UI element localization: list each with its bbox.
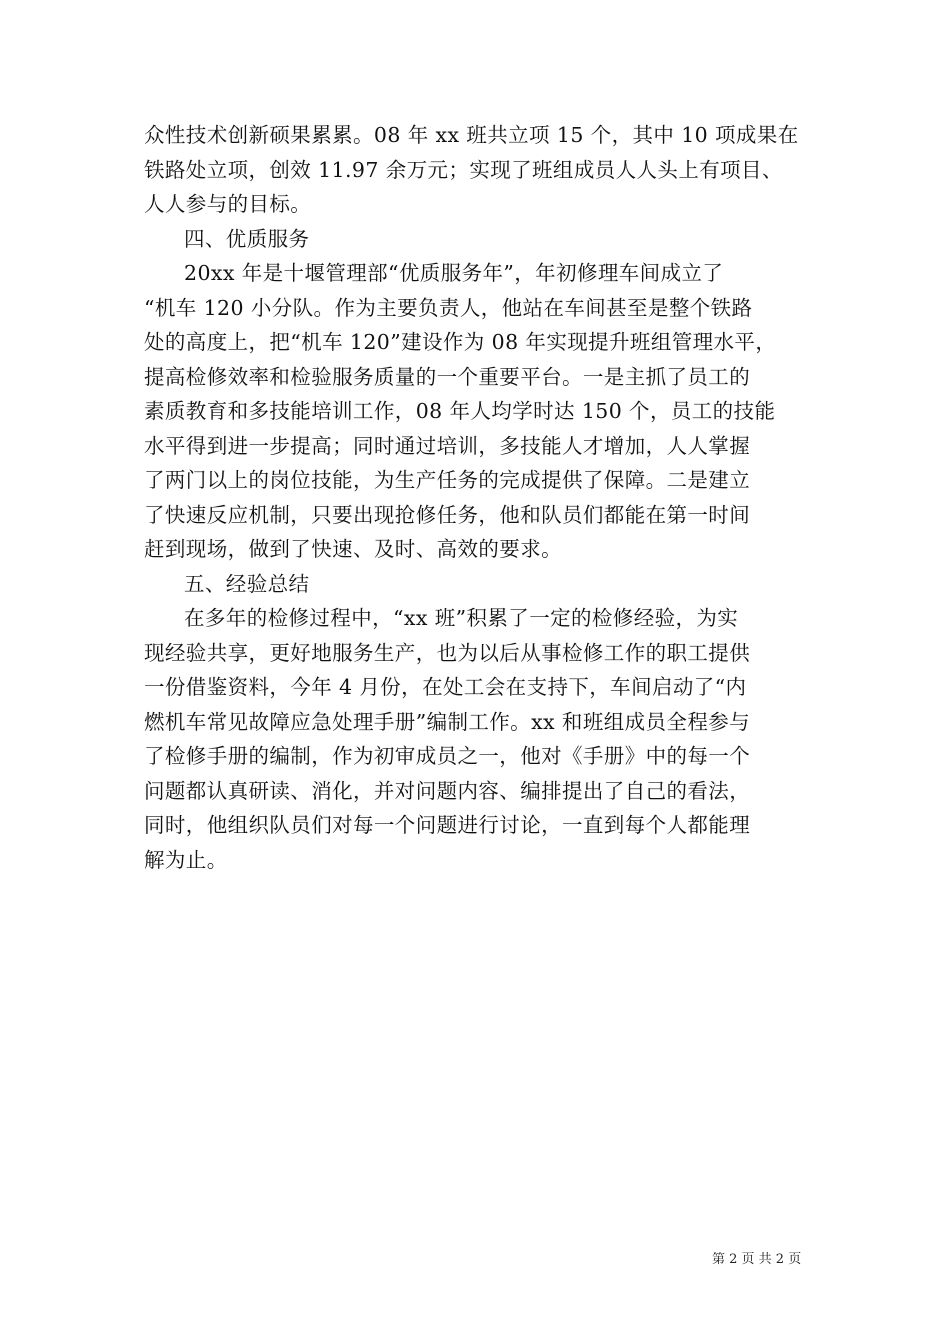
paragraph-line: 了快速反应机制，只要出现抢修任务，他和队员们都能在第一时间 [144, 502, 751, 527]
paragraph-line-indented: 20xx 年是十堰管理部“优质服务年”，年初修理车间成立了 [184, 261, 724, 285]
paragraph-line-indented: 四、优质服务 [184, 226, 310, 251]
paragraph-line: 了两门以上的岗位技能，为生产任务的完成提供了保障。二是建立 [144, 468, 751, 492]
page-number-footer: 第 2 页 共 2 页 [712, 1252, 802, 1267]
paragraph-line: 问题都认真研读、消化，并对问题内容、编排提出了自己的看法， [144, 778, 751, 803]
paragraph-line: 同时，他组织队员们对每一个问题进行讨论，一直到每个人都能理 [144, 813, 751, 837]
paragraph-line: 了检修手册的编制，作为初审成员之一，他对《手册》中的每一个 [144, 744, 751, 768]
paragraph-line: 水平得到进一步提高；同时通过培训，多技能人才增加，人人掌握 [144, 433, 751, 458]
paragraph-line: 素质教育和多技能培训工作，08 年人均学时达 150 个，员工的技能 [144, 399, 776, 423]
paragraph-line: 铁路处立项，创效 11.97 余万元；实现了班组成员人人头上有项目、 [144, 157, 783, 182]
paragraph-line-indented: 在多年的检修过程中，“xx 班”积累了一定的检修经验，为实 [184, 606, 739, 630]
paragraph-line: 一份借鉴资料，今年 4 月份，在处工会在支持下，车间启动了“内 [144, 675, 747, 699]
paragraph-line: 解为止。 [144, 847, 228, 872]
paragraph-line: 人人参与的目标。 [144, 192, 312, 216]
paragraph-line: 提高检修效率和检验服务质量的一个重要平台。一是主抓了员工的 [144, 364, 751, 389]
paragraph-line: 现经验共享，更好地服务生产，也为以后从事检修工作的职工提供 [144, 640, 751, 665]
document-body [144, 118, 812, 877]
paragraph-line: 众性技术创新硕果累累。08 年 xx 班共立项 15 个，其中 10 项成果在 [144, 123, 799, 147]
paragraph-line: “机车 120 小分队。作为主要负责人，他站在车间甚至是整个铁路 [144, 295, 753, 320]
paragraph-line: 处的高度上，把“机车 120”建设作为 08 年实现提升班组管理水平， [144, 330, 777, 354]
paragraph-line-indented: 五、经验总结 [184, 571, 310, 596]
paragraph-line: 赶到现场，做到了快速、及时、高效的要求。 [144, 537, 562, 561]
paragraph-line: 燃机车常见故障应急处理手册”编制工作。xx 和班组成员全程参与 [144, 709, 751, 734]
